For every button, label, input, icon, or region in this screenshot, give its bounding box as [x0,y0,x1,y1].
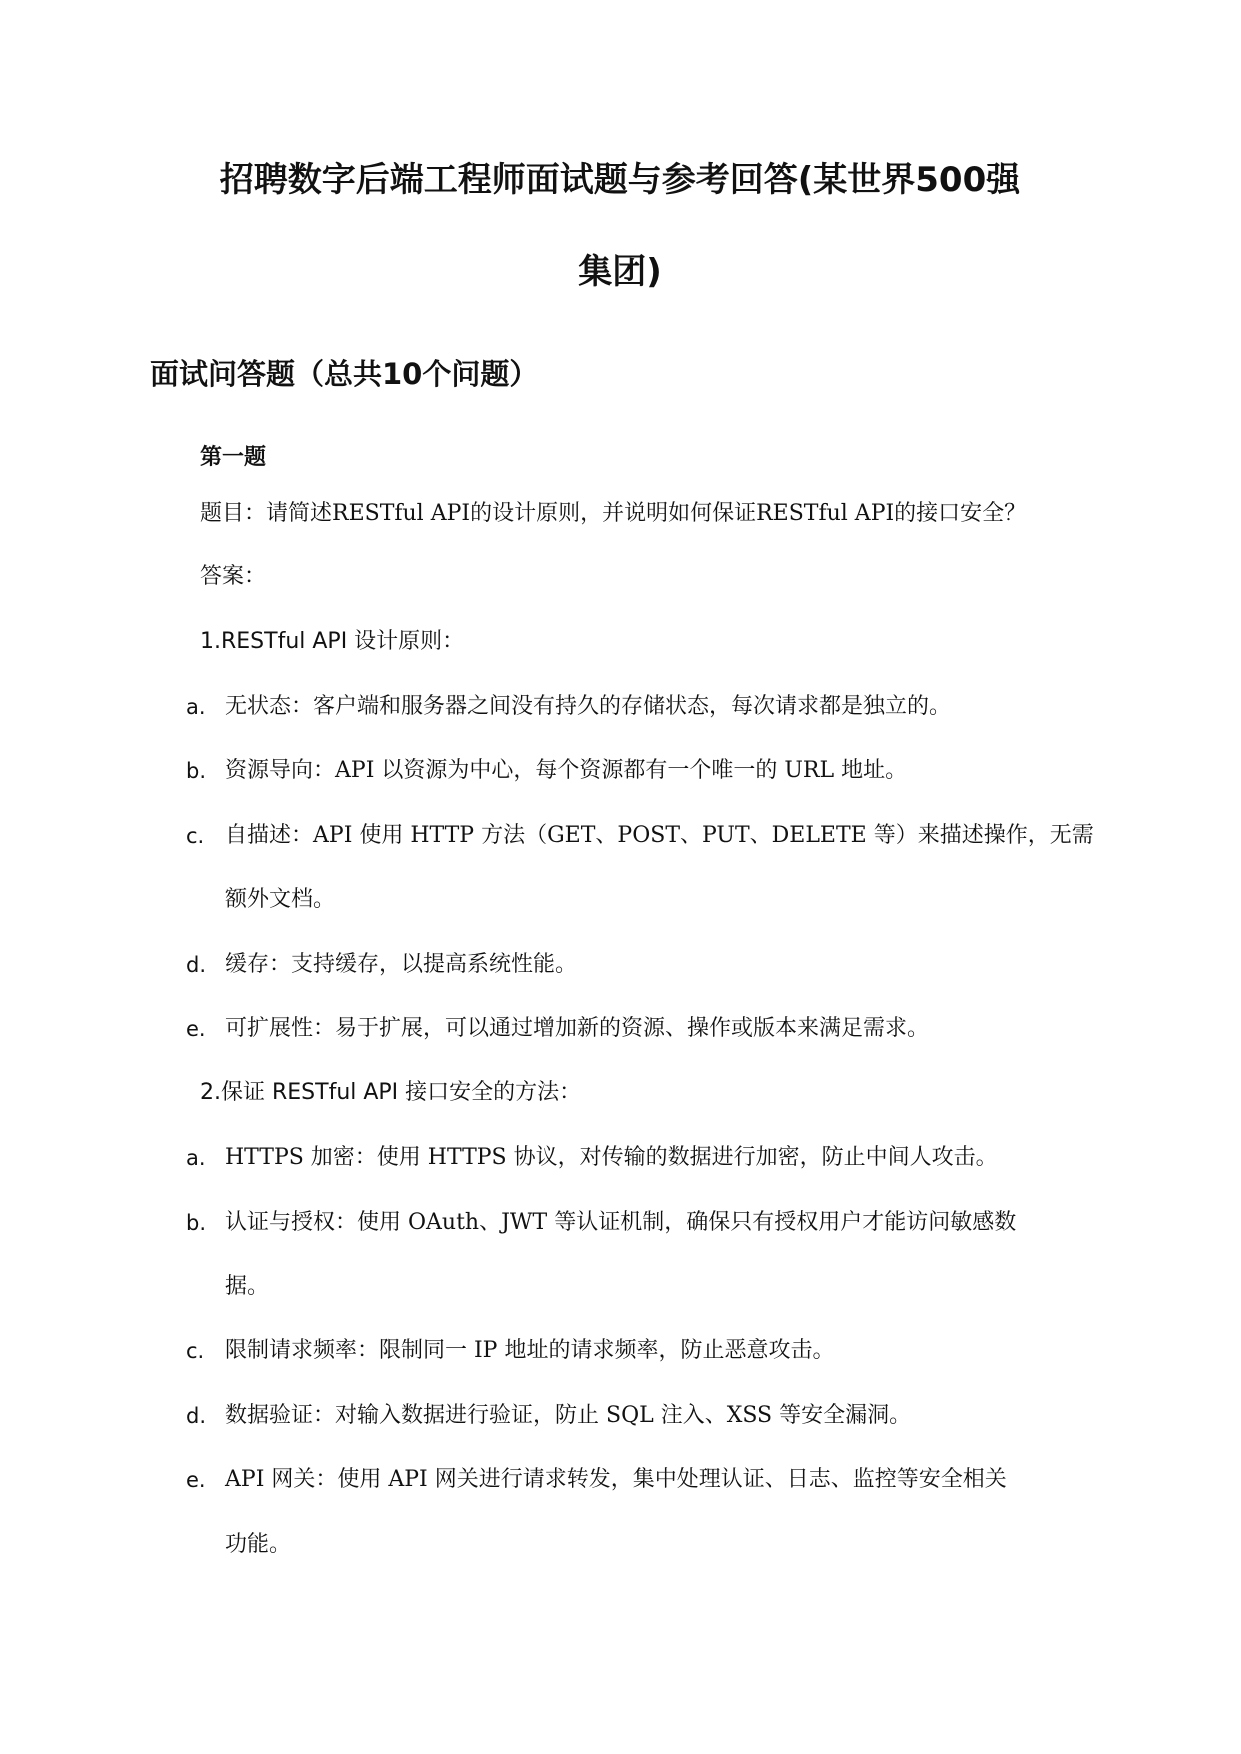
part1-item-d-letter: d. [186,953,207,977]
answer-label: 答案： [200,564,267,589]
part2-heading: 2.保证 RESTful API 接口安全的方法： [200,1080,582,1105]
document-title-line-2: 集团) [578,252,662,292]
part2-item-c-letter: c. [186,1339,205,1363]
part2-item-c-text: 限制请求频率：限制同一 IP 地址的请求频率，防止恶意攻击。 [225,1338,835,1363]
part1-item-e-text: 可扩展性：易于扩展，可以通过增加新的资源、操作或版本来满足需求。 [225,1016,930,1041]
part1-item-a-text: 无状态：客户端和服务器之间没有持久的存储状态，每次请求都是独立的。 [225,694,952,719]
part1-item-a-letter: a. [186,695,206,719]
section-heading: 面试问答题（总共10个问题） [150,357,539,391]
part2-item-e-continuation: 功能。 [225,1532,292,1557]
part2-item-e-letter: e. [186,1468,206,1492]
part1-item-d-text: 缓存：支持缓存，以提高系统性能。 [225,952,578,977]
part1-heading: 1.RESTful API 设计原则： [200,629,465,654]
part2-item-a-letter: a. [186,1146,206,1170]
part1-item-b-text: 资源导向：API 以资源为中心，每个资源都有一个唯一的 URL 地址。 [225,758,908,783]
question-prompt: 题目：请简述RESTful API的设计原则，并说明如何保证RESTful API的接口安全？ [200,501,1027,526]
part1-item-c-text: 自描述：API 使用 HTTP 方法（GET、POST、PUT、DELETE 等）来描述操作，无需 [225,823,1094,848]
part1-item-b-letter: b. [186,759,207,783]
question-number: 第一题 [200,445,267,470]
part2-item-a-text: HTTPS 加密：使用 HTTPS 协议，对传输的数据进行加密，防止中间人攻击。 [225,1145,998,1170]
part2-item-b-letter: b. [186,1211,207,1235]
part1-item-c-letter: c. [186,824,205,848]
part2-item-d-text: 数据验证：对输入数据进行验证，防止 SQL 注入、XSS 等安全漏洞。 [225,1403,912,1428]
part2-item-d-letter: d. [186,1404,207,1428]
part1-item-c-continuation: 额外文档。 [225,887,336,912]
part1-item-e-letter: e. [186,1017,206,1041]
part2-item-e-text: API 网关：使用 API 网关进行请求转发，集中处理认证、日志、监控等安全相关 [225,1467,1007,1492]
part2-item-b-text: 认证与授权：使用 OAuth、JWT 等认证机制，确保只有授权用户才能访问敏感数 [225,1210,1017,1235]
part2-item-b-continuation: 据。 [225,1274,270,1299]
document-title-line-1: 招聘数字后端工程师面试题与参考回答(某世界500强 [219,160,1021,200]
